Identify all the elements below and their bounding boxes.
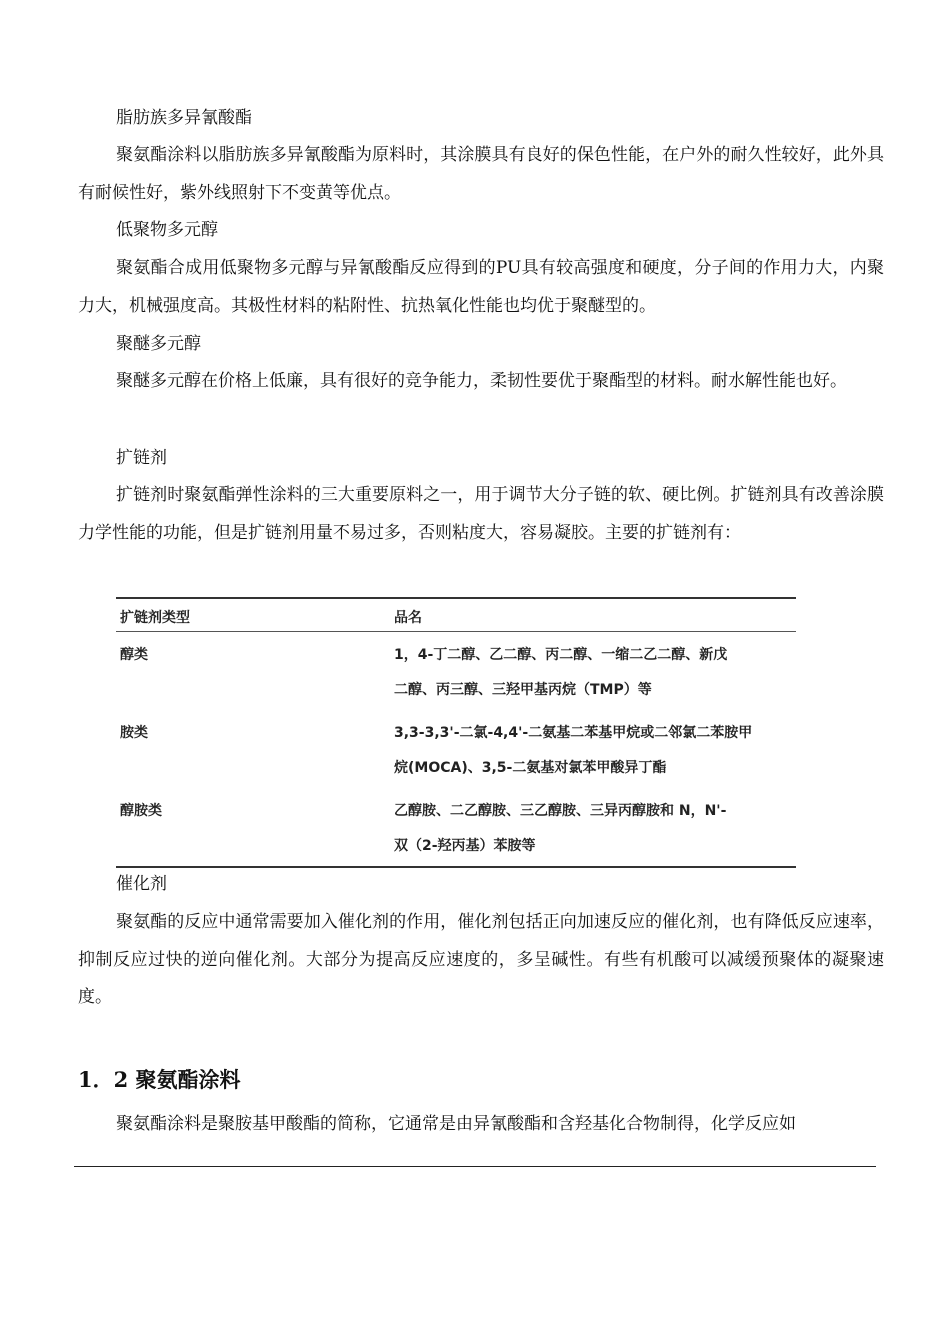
- paragraph-aliphatic-isocyanate: 聚氨酯涂料以脂肪族多异氰酸酯为原料时，其涂膜具有良好的保色性能，在户外的耐久性较好，此外具有耐候性好，紫外线照射下不变黄等优点。: [78, 145, 884, 203]
- subheading-oligomer-polyol: 低聚物多元醇: [116, 220, 218, 240]
- cell-type: 醇胺类: [116, 788, 390, 867]
- column-header-name: 品名: [390, 598, 796, 632]
- paragraph-chain-extender: 扩链剂时聚氨酯弹性涂料的三大重要原料之一，用于调节大分子链的软、硬比例。扩链剂具有改善涂膜力学性能的功能，但是扩链剂用量不易过多，否则粘度大，容易凝胶。主要的扩链剂有：: [78, 485, 884, 543]
- cell-name-line: 乙醇胺、二乙醇胺、三乙醇胺、三异丙醇胺和 N，N'-: [394, 803, 727, 819]
- cell-name: [390, 788, 796, 867]
- cell-name-line: 二醇、丙三醇、三羟甲基丙烷（TMP）等: [394, 682, 652, 698]
- cell-type: 胺类: [120, 725, 148, 741]
- cell-name-line: 1，4-丁二醇、乙二醇、丙二醇、一缩二乙二醇、新戊: [394, 647, 728, 663]
- footer-divider: [74, 1166, 876, 1167]
- cell-type: 醇类: [120, 647, 148, 663]
- table-row: [116, 632, 796, 711]
- table-header-row: [116, 598, 796, 632]
- subheading-catalyst: 催化剂: [116, 874, 167, 894]
- cell-name-line: 3,3-3,3'-二氯-4,4'-二氨基二苯基甲烷或二邻氯二苯胺甲: [394, 725, 753, 741]
- paragraph-oligomer-polyol: 聚氨酯合成用低聚物多元醇与异氰酸酯反应得到的PU具有较高强度和硬度，分子间的作用力大，内聚力大，机械强度高。其极性材料的粘附性、抗热氧化性能也均优于聚醚型的。: [78, 258, 884, 316]
- subheading-chain-extender: 扩链剂: [116, 448, 167, 468]
- subheading-aliphatic-isocyanate: 脂肪族多异氰酸酯: [116, 108, 252, 128]
- paragraph-catalyst: 聚氨酯的反应中通常需要加入催化剂的作用，催化剂包括正向加速反应的催化剂，也有降低反应速率，抑制反应过快的逆向催化剂。大部分为提高反应速度的，多呈碱性。有些有机酸可以减缓预聚体的凝聚速度。: [78, 912, 884, 1007]
- cell-name: [390, 710, 796, 788]
- cell-name-line: 双（2-羟丙基）苯胺等: [394, 838, 536, 854]
- paragraph-polyurethane-coating: 聚氨酯涂料是聚胺基甲酸酯的简称，它通常是由异氰酸酯和含羟基化合物制得，化学反应如: [116, 1114, 796, 1134]
- paragraph-polyether-polyol: 聚醚多元醇在价格上低廉，具有很好的竞争能力，柔韧性要优于聚酯型的材料。耐水解性能也好。: [116, 371, 847, 391]
- cell-name: [390, 632, 796, 711]
- table-row: [116, 710, 796, 788]
- chain-extender-table: [116, 597, 796, 868]
- cell-name-line: 烷(MOCA)、3,5-二氨基对氯苯甲酸异丁酯: [394, 760, 667, 776]
- subheading-polyether-polyol: 聚醚多元醇: [116, 334, 201, 354]
- table-row: [116, 788, 796, 867]
- column-header-type: 扩链剂类型: [116, 598, 390, 632]
- section-title: 1．2 聚氨酯涂料: [78, 1067, 241, 1092]
